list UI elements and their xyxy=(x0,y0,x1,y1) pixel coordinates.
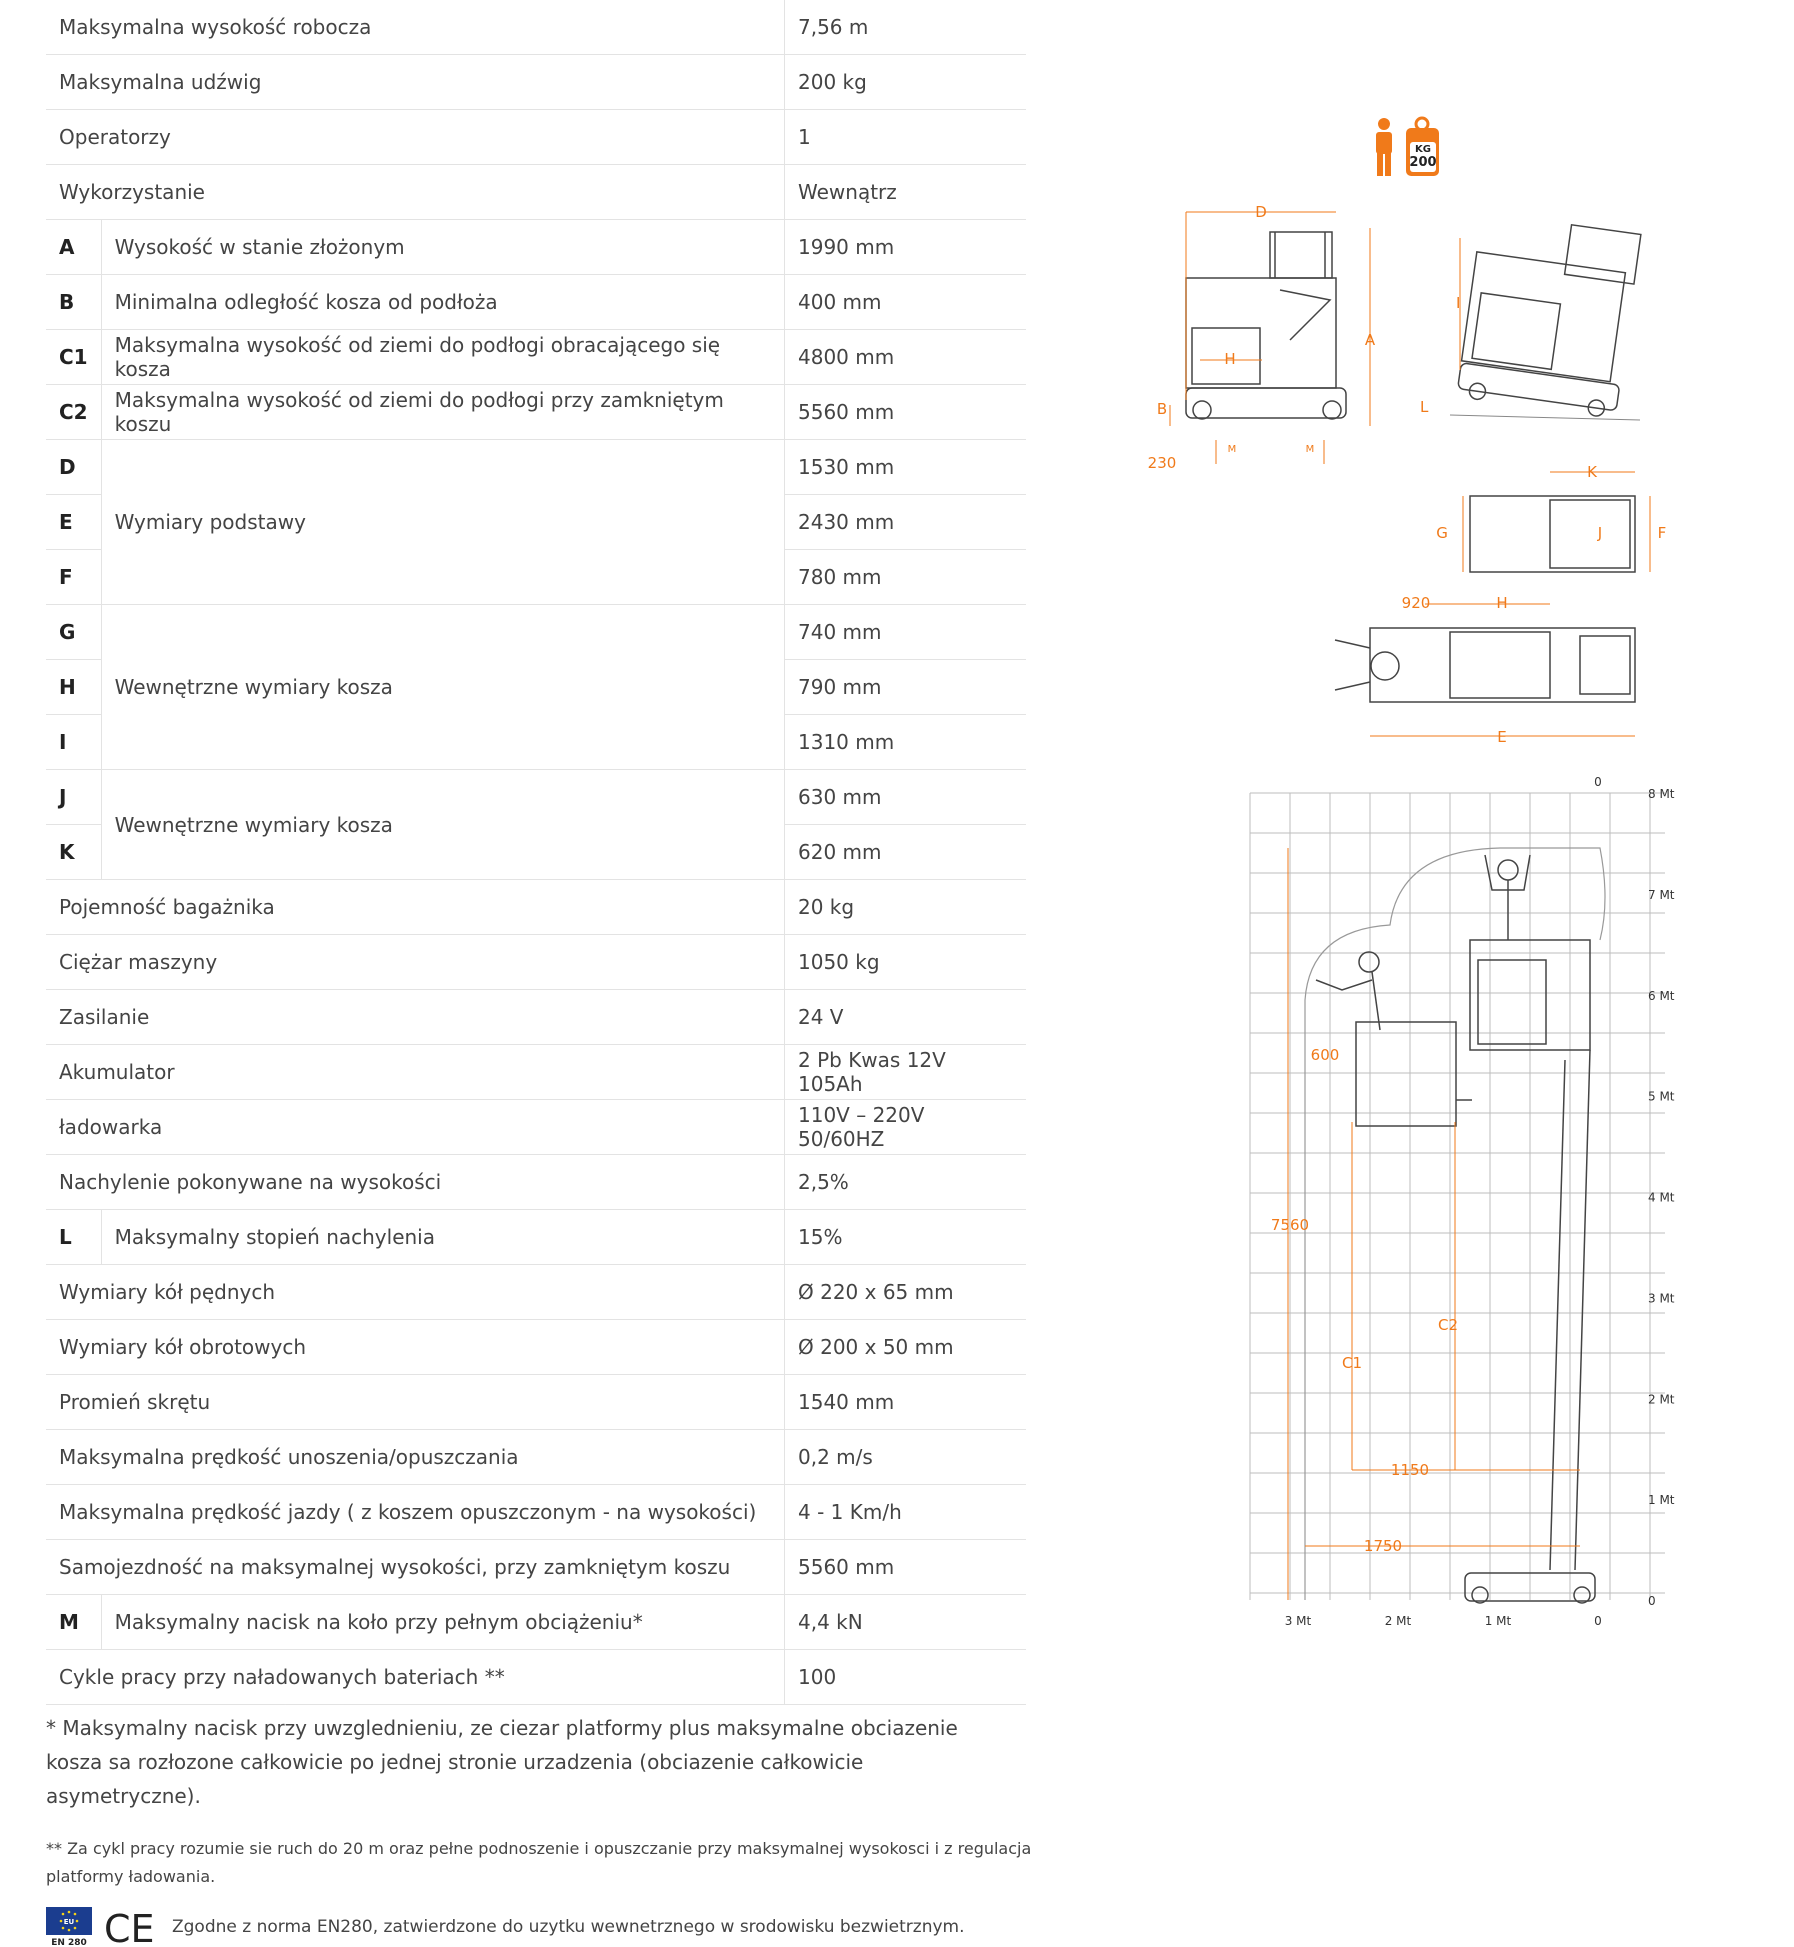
dim-c2: C2 xyxy=(1437,1316,1459,1334)
row-label: Wykorzystanie xyxy=(46,165,785,220)
dim-7560: 7560 xyxy=(1270,1216,1310,1234)
row-value: 7,56 m xyxy=(785,0,1027,55)
row-code: G xyxy=(46,605,101,660)
row-code: J xyxy=(46,770,101,825)
row-value: 1 xyxy=(785,110,1027,165)
row-value: 400 mm xyxy=(785,275,1027,330)
row-label: Maksymalna udźwig xyxy=(46,55,785,110)
row-value: 2 Pb Kwas 12V 105Ah xyxy=(785,1045,1027,1100)
width-tick-label: 2 Mt xyxy=(1384,1614,1412,1628)
dim-1150: 1150 xyxy=(1390,1461,1430,1479)
dim-600: 600 xyxy=(1310,1046,1340,1064)
table-row xyxy=(46,1595,1026,1650)
row-label: Nachylenie pokonywane na wysokości xyxy=(46,1155,785,1210)
range-dims xyxy=(1288,848,1580,1600)
dim-920: 920 xyxy=(1401,594,1431,612)
height-tick-label: 6 Mt xyxy=(1648,988,1675,1003)
table-row xyxy=(46,1100,1026,1155)
table-row xyxy=(46,1155,1026,1210)
dim-l: L xyxy=(1420,398,1429,416)
row-label: Cykle pracy przy naładowanych bateriach ** xyxy=(46,1650,785,1705)
table-row xyxy=(46,990,1026,1045)
eu-flag-icon xyxy=(46,1907,92,1947)
table-row xyxy=(46,165,1026,220)
row-label: Promień skrętu xyxy=(46,1375,785,1430)
row-label: Zasilanie xyxy=(46,990,785,1045)
kg-label: KG xyxy=(1415,144,1431,155)
table-row xyxy=(46,1540,1026,1595)
width-tick-label: 3 Mt xyxy=(1284,1614,1312,1628)
row-label: Maksymalna prędkość unoszenia/opuszczania xyxy=(46,1430,785,1485)
dim-h: H xyxy=(1224,350,1236,368)
table-row xyxy=(46,440,1026,495)
footnote-2: ** Za cykl pracy rozumie sie ruch do 20 m oraz pełne podnoszenie i opuszczanie przy maksymalnej wysokosci i z regulacja platformy ładowania. xyxy=(46,1839,1032,1886)
table-row xyxy=(46,1650,1026,1705)
row-value: Ø 200 x 50 mm xyxy=(785,1320,1027,1375)
height-tick-label: 0 xyxy=(1648,1594,1656,1608)
row-code: H xyxy=(46,660,101,715)
footnote-1: * Maksymalny nacisk przy uwzglednieniu, ze ciezar platformy plus maksymalne obciazenie kosza sa rozłozone całkowicie po jednej stronie urzadzenia (obciazenie całkowicie asymetryczne). xyxy=(46,1716,958,1808)
table-row xyxy=(46,330,1026,385)
spec-section xyxy=(46,0,1032,1947)
row-value: 110V – 220V 50/60HZ xyxy=(785,1100,1027,1155)
row-value: 0,2 m/s xyxy=(785,1430,1027,1485)
height-tick-label: 8 Mt xyxy=(1648,787,1675,801)
row-code: C2 xyxy=(46,385,101,440)
weight-icon xyxy=(1406,118,1439,176)
row-label: Wymiary kół obrotowych xyxy=(46,1320,785,1375)
row-value: 15% xyxy=(785,1210,1027,1265)
row-value: Ø 220 x 65 mm xyxy=(785,1265,1027,1320)
width-tick-label: 0 xyxy=(1594,1614,1602,1628)
table-row xyxy=(46,605,1026,660)
row-label: Ciężar maszyny xyxy=(46,935,785,990)
table-row xyxy=(46,220,1026,275)
range-height-labels xyxy=(1648,787,1675,1608)
kg-value: 200 xyxy=(1409,155,1437,170)
top-view-basket xyxy=(1470,496,1635,572)
operator-icon xyxy=(1376,118,1392,176)
technical-drawings xyxy=(1120,0,1760,1918)
row-value: 5560 mm xyxy=(785,385,1027,440)
row-code: M xyxy=(46,1595,101,1650)
dim-j: J xyxy=(1597,524,1603,542)
row-value: 20 kg xyxy=(785,880,1027,935)
table-row xyxy=(46,1265,1026,1320)
row-label: Maksymalna wysokość od ziemi do podłogi obracającego się kosza xyxy=(101,330,784,385)
dim-230: 230 xyxy=(1147,454,1177,472)
width-tick-label: 1 Mt xyxy=(1484,1614,1512,1628)
row-value: 620 mm xyxy=(785,825,1027,880)
ce-mark-text: CE xyxy=(104,1907,155,1947)
table-row xyxy=(46,1375,1026,1430)
row-label: Minimalna odległość kosza od podłoża xyxy=(101,275,784,330)
row-code: C1 xyxy=(46,330,101,385)
spec-table xyxy=(46,0,1026,1705)
dim-f: F xyxy=(1657,524,1667,542)
height-tick-label: 4 Mt xyxy=(1648,1190,1675,1205)
row-label: Wewnętrzne wymiary kosza xyxy=(101,605,784,770)
table-row xyxy=(46,110,1026,165)
range-grid xyxy=(1250,793,1665,1600)
range-width-labels xyxy=(1285,1614,1602,1628)
row-value: 1990 mm xyxy=(785,220,1027,275)
ce-mark-icon xyxy=(102,1907,158,1947)
row-code: B xyxy=(46,275,101,330)
row-label: Maksymalny stopień nachylenia xyxy=(101,1210,784,1265)
row-value: 1050 kg xyxy=(785,935,1027,990)
height-tick-label: 5 Mt xyxy=(1648,1089,1675,1104)
dim-e: E xyxy=(1497,728,1507,746)
row-value: 4800 mm xyxy=(785,330,1027,385)
dim-a: A xyxy=(1364,331,1376,349)
table-row xyxy=(46,1430,1026,1485)
table-row xyxy=(46,1485,1026,1540)
row-value: 1310 mm xyxy=(785,715,1027,770)
dim-b: B xyxy=(1156,400,1168,418)
dim-h2: H xyxy=(1496,594,1508,612)
row-value: 1530 mm xyxy=(785,440,1027,495)
row-label: Wysokość w stanie złożonym xyxy=(101,220,784,275)
top-view-dims xyxy=(1425,472,1650,604)
row-value: 2,5% xyxy=(785,1155,1027,1210)
dim-i: I xyxy=(1456,294,1461,312)
row-code: I xyxy=(46,715,101,770)
row-code: A xyxy=(46,220,101,275)
dim-k: K xyxy=(1587,463,1597,481)
tilted-view-drawing xyxy=(1457,212,1641,418)
row-label: Maksymalny nacisk na koło przy pełnym obciążeniu* xyxy=(101,1595,784,1650)
row-label: Pojemność bagażnika xyxy=(46,880,785,935)
row-value: 630 mm xyxy=(785,770,1027,825)
row-value: 1540 mm xyxy=(785,1375,1027,1430)
table-row xyxy=(46,0,1026,55)
table-row xyxy=(46,55,1026,110)
row-code: D xyxy=(46,440,101,495)
certification-row xyxy=(46,1907,1026,1947)
row-label: Wewnętrzne wymiary kosza xyxy=(101,770,784,880)
row-label: Maksymalna wysokość robocza xyxy=(46,0,785,55)
dim-1750: 1750 xyxy=(1363,1537,1403,1555)
row-label: Wymiary kół pędnych xyxy=(46,1265,785,1320)
table-row xyxy=(46,935,1026,990)
certification-text: Zgodne z norma EN280, zatwierdzone do uzytku wewnetrznego w srodowisku bezwietrznym. xyxy=(172,1917,965,1937)
table-row xyxy=(46,275,1026,330)
row-label: Operatorzy xyxy=(46,110,785,165)
dim-c1: C1 xyxy=(1341,1354,1363,1372)
dim-m-left: M xyxy=(1227,444,1237,455)
table-row xyxy=(46,1210,1026,1265)
row-label: ładowarka xyxy=(46,1100,785,1155)
row-value: Wewnątrz xyxy=(785,165,1027,220)
height-tick-label: 7 Mt xyxy=(1648,887,1675,902)
dim-d: D xyxy=(1255,203,1267,221)
row-value: 5560 mm xyxy=(785,1540,1027,1595)
row-value: 4 - 1 Km/h xyxy=(785,1485,1027,1540)
row-label: Samojezdność na maksymalnej wysokości, przy zamkniętym koszu xyxy=(46,1540,785,1595)
row-value: 780 mm xyxy=(785,550,1027,605)
row-label: Maksymalna wysokość od ziemi do podłogi przy zamkniętym koszu xyxy=(101,385,784,440)
row-value: 740 mm xyxy=(785,605,1027,660)
table-row xyxy=(46,385,1026,440)
row-value: 100 xyxy=(785,1650,1027,1705)
row-label: Akumulator xyxy=(46,1045,785,1100)
row-value: 790 mm xyxy=(785,660,1027,715)
eu-label: EU xyxy=(63,1918,75,1926)
dim-m-right: M xyxy=(1305,444,1315,455)
row-code: K xyxy=(46,825,101,880)
table-row xyxy=(46,1320,1026,1375)
row-code: E xyxy=(46,495,101,550)
row-code: L xyxy=(46,1210,101,1265)
row-label: Maksymalna prędkość jazdy ( z koszem opuszczonym - na wysokości) xyxy=(46,1485,785,1540)
row-code: F xyxy=(46,550,101,605)
side-view-drawing xyxy=(1186,232,1346,419)
height-tick-label: 1 Mt xyxy=(1648,1493,1675,1508)
row-label: Wymiary podstawy xyxy=(101,440,784,605)
row-value: 24 V xyxy=(785,990,1027,1045)
table-row xyxy=(46,880,1026,935)
table-row xyxy=(46,770,1026,825)
row-value: 200 kg xyxy=(785,55,1027,110)
dim-g: G xyxy=(1436,524,1448,542)
row-value: 2430 mm xyxy=(785,495,1027,550)
height-tick-label: 2 Mt xyxy=(1648,1392,1675,1407)
table-row xyxy=(46,1045,1026,1100)
row-value: 4,4 kN xyxy=(785,1595,1027,1650)
slope-line xyxy=(1450,415,1640,420)
height-tick-label: 3 Mt xyxy=(1648,1291,1675,1306)
range-top-zero: 0 xyxy=(1594,775,1602,789)
drawings-svg xyxy=(1120,0,1760,1918)
en280-label: EN 280 xyxy=(51,1938,87,1947)
top-view-machine xyxy=(1335,628,1635,702)
